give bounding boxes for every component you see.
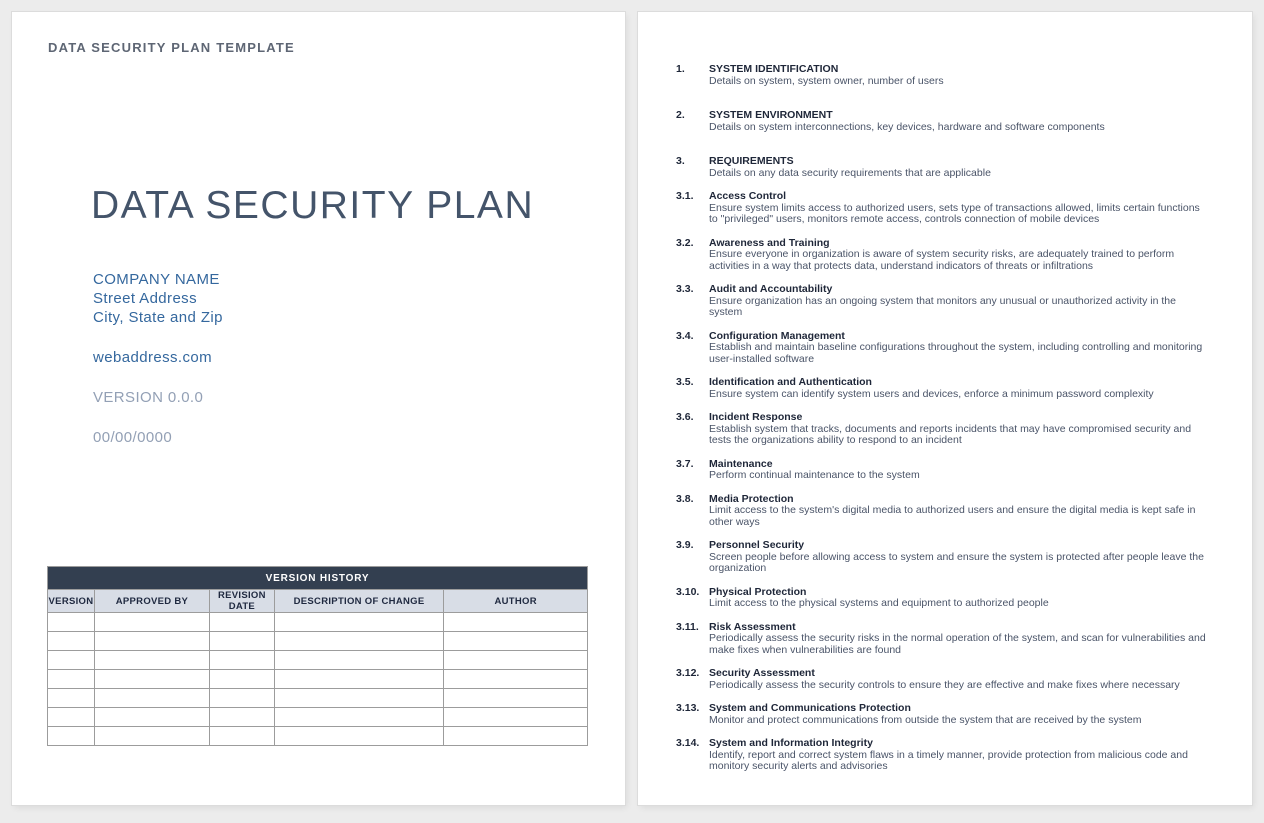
- toc-item: [676, 284, 1210, 319]
- page-1: [12, 12, 625, 805]
- toc-item-number: 3.6.: [676, 411, 694, 423]
- column-header: DESCRIPTION OF CHANGE: [274, 590, 444, 613]
- column-header: REVISION DATE: [209, 590, 274, 613]
- toc-item-number: 3.1.: [676, 190, 694, 202]
- toc-item: [676, 64, 1210, 87]
- toc-item-text: [709, 284, 1210, 319]
- toc-item-description: Ensure system can identify system users and devices, enforce a minimum password complexity: [709, 387, 1154, 400]
- toc-item-number: 3.8.: [676, 492, 694, 505]
- table-cell-empty: [94, 632, 209, 651]
- table-cell-empty: [444, 727, 588, 746]
- toc-item-title: System and Information Integrity: [709, 737, 873, 749]
- column-header: AUTHOR: [444, 590, 588, 613]
- toc-item-description: Ensure organization has an ongoing system that monitors any unusual or unauthorized activity in the system: [709, 294, 1176, 318]
- table-cell-empty: [209, 651, 274, 670]
- toc-item-number: 3.9.: [676, 539, 694, 551]
- table-cell-empty: [444, 651, 588, 670]
- table-cell-empty: [274, 632, 444, 651]
- toc-item-number: 3.: [676, 155, 685, 167]
- table-cell-empty: [274, 727, 444, 746]
- toc-item-title: Identification and Authentication: [709, 376, 872, 388]
- table-row: [48, 708, 588, 727]
- toc-item-description: Establish and maintain baseline configurations throughout the system, including controlling and monitoring user-installed software: [709, 341, 1203, 365]
- column-header: VERSION: [48, 590, 95, 613]
- toc-item-number: 3.2.: [676, 236, 694, 249]
- toc-item-description: Establish system that tracks, documents and reports incidents that may have compromised security and tests the organizations ability to respond to an incident: [709, 422, 1192, 446]
- version-history-header-row: [48, 590, 588, 613]
- table-cell-empty: [444, 632, 588, 651]
- toc-item-title: SYSTEM IDENTIFICATION: [709, 63, 839, 75]
- toc-item-title: Configuration Management: [709, 329, 845, 342]
- table-row: [48, 689, 588, 708]
- toc-item: [676, 156, 1210, 179]
- company-city-state-zip: City, State and Zip: [93, 309, 223, 326]
- toc-item-title: System and Communications Protection: [709, 702, 911, 714]
- toc-item-title: Maintenance: [709, 457, 773, 470]
- toc-item-description: Details on any data security requirements that are applicable: [709, 166, 991, 179]
- toc-item-title: SYSTEM ENVIRONMENT: [709, 109, 833, 121]
- toc-item: [676, 622, 1210, 657]
- toc-item-description: Monitor and protect communications from outside the system that are received by the system: [709, 713, 1142, 726]
- page-header-title: DATA SECURITY PLAN TEMPLATE: [48, 40, 295, 55]
- toc-item-text: [709, 156, 1210, 179]
- table-cell-empty: [94, 689, 209, 708]
- toc-item-text: [709, 459, 1210, 482]
- toc-item-title: Awareness and Training: [709, 236, 830, 249]
- toc-item-description: Ensure system limits access to authorized users, sets type of transactions allowed, limits certain functions to "privileged" users, monitors remote access, controls connection of mobile devices: [709, 201, 1200, 225]
- toc-item-title: Audit and Accountability: [709, 283, 833, 295]
- toc-item-description: Screen people before allowing access to system and ensure the system is protected after people leave the organization: [709, 550, 1204, 574]
- table-cell-empty: [274, 708, 444, 727]
- toc-item-text: [709, 668, 1210, 691]
- toc-item: [676, 668, 1210, 691]
- version-label: VERSION 0.0.0: [93, 389, 204, 406]
- toc-item: [676, 110, 1210, 133]
- table-cell-empty: [444, 613, 588, 632]
- toc-item-number: 3.12.: [676, 667, 700, 679]
- table-cell-empty: [274, 689, 444, 708]
- table-cell-empty: [444, 708, 588, 727]
- table-cell-empty: [48, 651, 95, 670]
- toc-item: [676, 238, 1210, 273]
- toc-item-number: 3.11.: [676, 620, 699, 633]
- toc-item-text: [709, 703, 1210, 726]
- table-cell-empty: [48, 632, 95, 651]
- toc-item-title: Security Assessment: [709, 667, 815, 679]
- toc-item-title: REQUIREMENTS: [709, 155, 794, 167]
- toc-item: [676, 377, 1210, 400]
- toc-item-description: Details on system interconnections, key devices, hardware and software components: [709, 120, 1105, 133]
- company-info-block: [93, 270, 223, 447]
- page-2: [638, 12, 1252, 805]
- column-header: APPROVED BY: [94, 590, 209, 613]
- toc-item-text: [709, 331, 1210, 366]
- table-row: [48, 632, 588, 651]
- table-cell-empty: [94, 670, 209, 689]
- toc-item-description: Details on system, system owner, number of users: [709, 74, 944, 87]
- table-row: [48, 670, 588, 689]
- document-title: DATA SECURITY PLAN: [91, 184, 535, 227]
- table-cell-empty: [209, 708, 274, 727]
- toc-item: [676, 331, 1210, 366]
- toc-item-description: Periodically assess the security controls to ensure they are effective and make fixes where necessary: [709, 678, 1180, 691]
- date-label: 00/00/0000: [93, 429, 173, 446]
- toc-item-number: 3.14.: [676, 737, 700, 749]
- toc-item-number: 3.10.: [676, 585, 700, 598]
- table-cell-empty: [274, 651, 444, 670]
- table-cell-empty: [94, 708, 209, 727]
- toc-item-text: [709, 64, 1210, 87]
- toc-item: [676, 412, 1210, 447]
- table-cell-empty: [209, 689, 274, 708]
- table-cell-empty: [94, 613, 209, 632]
- table-row: [48, 651, 588, 670]
- company-name: COMPANY NAME: [93, 271, 220, 288]
- toc-item-number: 3.3.: [676, 283, 694, 295]
- table-cell-empty: [48, 689, 95, 708]
- table-cell-empty: [444, 670, 588, 689]
- table-cell-empty: [48, 708, 95, 727]
- table-cell-empty: [209, 670, 274, 689]
- version-history-table: [47, 566, 588, 746]
- table-cell-empty: [274, 670, 444, 689]
- toc-item-title: Access Control: [709, 190, 787, 202]
- toc-item-description: Periodically assess the security risks in the normal operation of the system, and scan for vulnerabilities and make fixes when vulnerabilities are found: [709, 632, 1206, 656]
- toc-item-text: [709, 540, 1210, 575]
- table-cell-empty: [48, 727, 95, 746]
- toc-item-number: 1.: [676, 63, 685, 75]
- toc-item-text: [709, 191, 1210, 226]
- toc-item: [676, 703, 1210, 726]
- toc-item-text: [709, 412, 1210, 447]
- toc-item: [676, 540, 1210, 575]
- table-cell-empty: [209, 727, 274, 746]
- toc-item: [676, 494, 1210, 529]
- toc-item-text: [709, 738, 1210, 773]
- toc-item-description: Ensure everyone in organization is aware of system security risks, are adequately trained to perform activities in a way that protects data, understand indicators of threats or infiltrations: [709, 248, 1175, 272]
- toc-item: [676, 191, 1210, 226]
- table-cell-empty: [48, 613, 95, 632]
- table-cell-empty: [94, 727, 209, 746]
- toc-item-description: Perform continual maintenance to the system: [709, 469, 920, 481]
- version-history-title: VERSION HISTORY: [48, 567, 588, 590]
- table-cell-empty: [209, 632, 274, 651]
- toc-item-title: Physical Protection: [709, 585, 807, 598]
- toc-item-number: 3.7.: [676, 457, 694, 470]
- toc-item-number: 3.4.: [676, 329, 694, 342]
- toc-item-text: [709, 622, 1210, 657]
- toc-item: [676, 587, 1210, 610]
- table-cell-empty: [209, 613, 274, 632]
- plan-outline-list: [676, 64, 1210, 785]
- toc-item-title: Personnel Security: [709, 539, 805, 551]
- company-web-address: webaddress.com: [93, 349, 212, 366]
- toc-item-text: [709, 110, 1210, 133]
- table-cell-empty: [48, 670, 95, 689]
- toc-item-description: Identify, report and correct system flaws in a timely manner, provide protection from malicious code and monitory security alerts and advisories: [709, 748, 1188, 772]
- table-row: [48, 613, 588, 632]
- table-cell-empty: [94, 651, 209, 670]
- toc-item-text: [709, 587, 1210, 610]
- toc-item: [676, 738, 1210, 773]
- toc-item-number: 3.13.: [676, 702, 700, 714]
- toc-item-text: [709, 377, 1210, 400]
- toc-item-title: Incident Response: [709, 411, 803, 423]
- toc-item-text: [709, 238, 1210, 273]
- toc-item-description: Limit access to the physical systems and equipment to authorized people: [709, 597, 1049, 609]
- toc-item-number: 2.: [676, 109, 685, 121]
- toc-item-title: Risk Assessment: [709, 620, 796, 633]
- table-cell-empty: [444, 689, 588, 708]
- company-street-address: Street Address: [93, 290, 197, 307]
- table-cell-empty: [274, 613, 444, 632]
- toc-item-number: 3.5.: [676, 376, 694, 388]
- toc-item: [676, 459, 1210, 482]
- toc-item-description: Limit access to the system's digital media to authorized users and ensure the digital media is kept safe in other ways: [709, 504, 1196, 528]
- toc-item-text: [709, 494, 1210, 529]
- toc-item-title: Media Protection: [709, 492, 794, 505]
- table-row: [48, 727, 588, 746]
- version-history-title-row: [48, 567, 588, 590]
